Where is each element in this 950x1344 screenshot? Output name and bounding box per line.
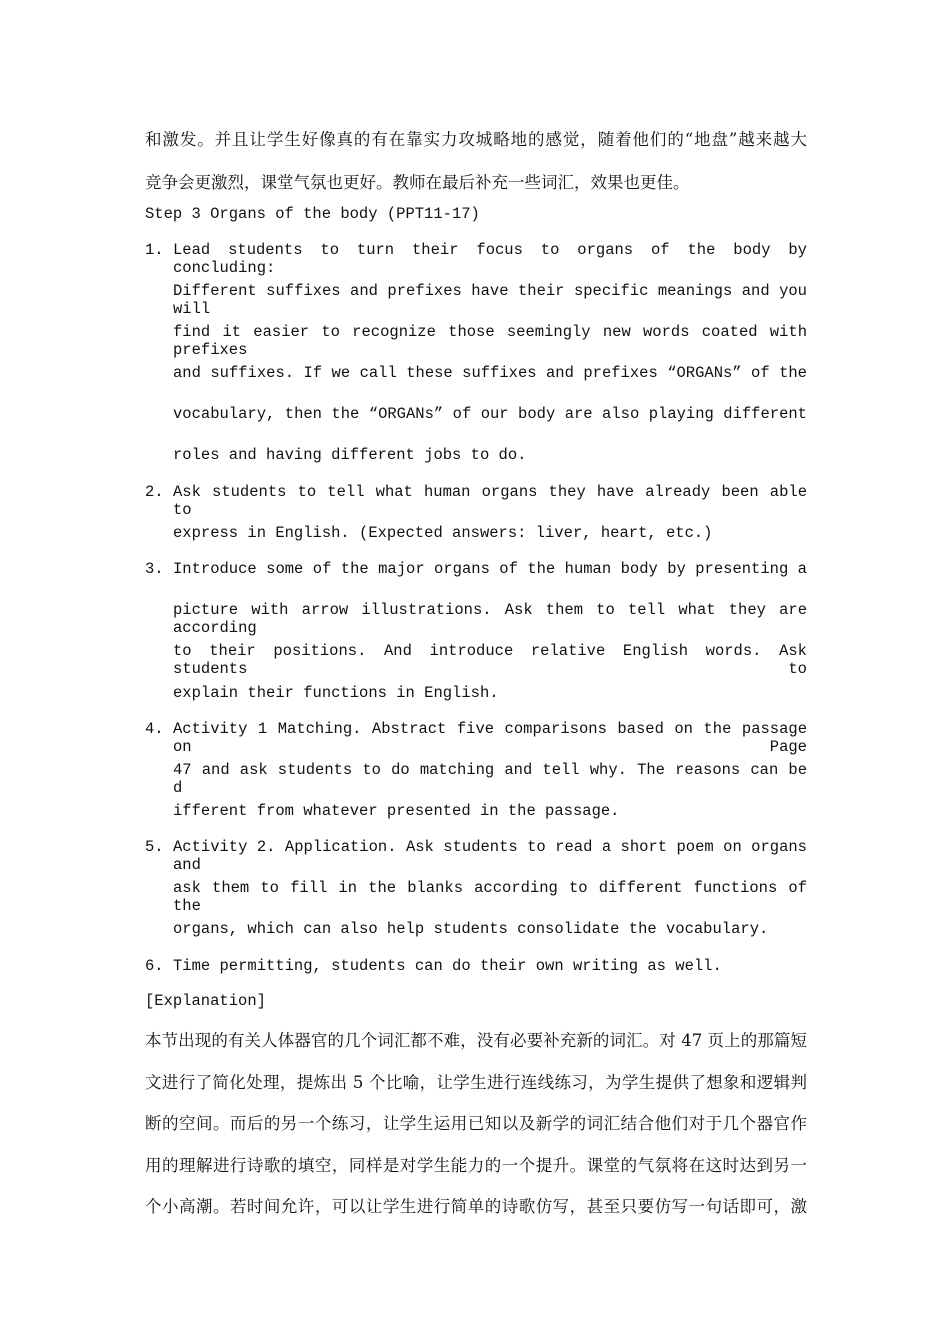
explanation-line: 本节出现的有关人体器官的几个词汇都不难，没有必要补充新的词汇。对 47 页上的那篇短 — [145, 1031, 807, 1050]
list-item-line: ask them to fill in the blanks according to different functions of the — [173, 879, 807, 915]
list-item-line: Introduce some of the major organs of the human body by presenting a — [173, 560, 807, 578]
list-item-line: roles and having different jobs to do. — [173, 446, 527, 464]
list-item-line: Activity 2. Application. Ask students to read a short poem on organs and — [173, 838, 807, 874]
list-item-line: Activity 1 Matching. Abstract five comparisons based on the passage on Page — [173, 720, 807, 756]
intro-paragraph-line-2: 竞争会更激烈，课堂气氛也更好。教师在最后补充一些词汇，效果也更佳。 — [145, 173, 690, 192]
list-item-number: 6. — [145, 957, 164, 975]
explanation-heading: [Explanation] — [145, 992, 266, 1010]
list-item-line: Lead students to turn their focus to organs of the body by concluding: — [173, 241, 807, 277]
list-item-line: find it easier to recognize those seemingly new words coated with prefixes — [173, 323, 807, 359]
list-item-line: Time permitting, students can do their own writing as well. — [173, 957, 722, 975]
explanation-line: 断的空间。而后的另一个练习，让学生运用已知以及新学的词汇结合他们对于几个器官作 — [145, 1114, 807, 1133]
list-item-number: 2. — [145, 483, 164, 501]
list-item-line: to their positions. And introduce relative English words. Ask students to — [173, 642, 807, 678]
explanation-line: 文进行了简化处理，提炼出 5 个比喻，让学生进行连线练习，为学生提供了想象和逻辑判 — [145, 1073, 807, 1092]
list-item-line: organs, which can also help students consolidate the vocabulary. — [173, 920, 769, 938]
list-item-line: vocabulary, then the “ORGANs” of our body are also playing different — [173, 405, 807, 423]
list-item-line: picture with arrow illustrations. Ask them to tell what they are according — [173, 601, 807, 637]
list-item-line: explain their functions in English. — [173, 684, 499, 702]
list-item-number: 5. — [145, 838, 164, 856]
list-item-line: and suffixes. If we call these suffixes and prefixes “ORGANs” of the — [173, 364, 807, 382]
list-item-number: 4. — [145, 720, 164, 738]
list-item-line: Ask students to tell what human organs they have already been able to — [173, 483, 807, 519]
intro-paragraph-line-1: 和激发。并且让学生好像真的有在靠实力攻城略地的感觉，随着他们的“地盘”越来越大 — [145, 130, 807, 149]
list-item-line: Different suffixes and prefixes have their specific meanings and you will — [173, 282, 807, 318]
explanation-line: 用的理解进行诗歌的填空，同样是对学生能力的一个提升。课堂的气氛将在这时达到另一 — [145, 1156, 807, 1175]
explanation-line: 个小高潮。若时间允许，可以让学生进行简单的诗歌仿写，甚至只要仿写一句话即可，激 — [145, 1197, 807, 1216]
list-item-number: 3. — [145, 560, 164, 578]
step-heading: Step 3 Organs of the body (PPT11-17) — [145, 205, 480, 223]
list-item-line: 47 and ask students to do matching and tell why. The reasons can be d — [173, 761, 807, 797]
list-item-line: express in English. (Expected answers: liver, heart, etc.) — [173, 524, 713, 542]
list-item-number: 1. — [145, 241, 164, 259]
list-item-line: ifferent from whatever presented in the passage. — [173, 802, 620, 820]
